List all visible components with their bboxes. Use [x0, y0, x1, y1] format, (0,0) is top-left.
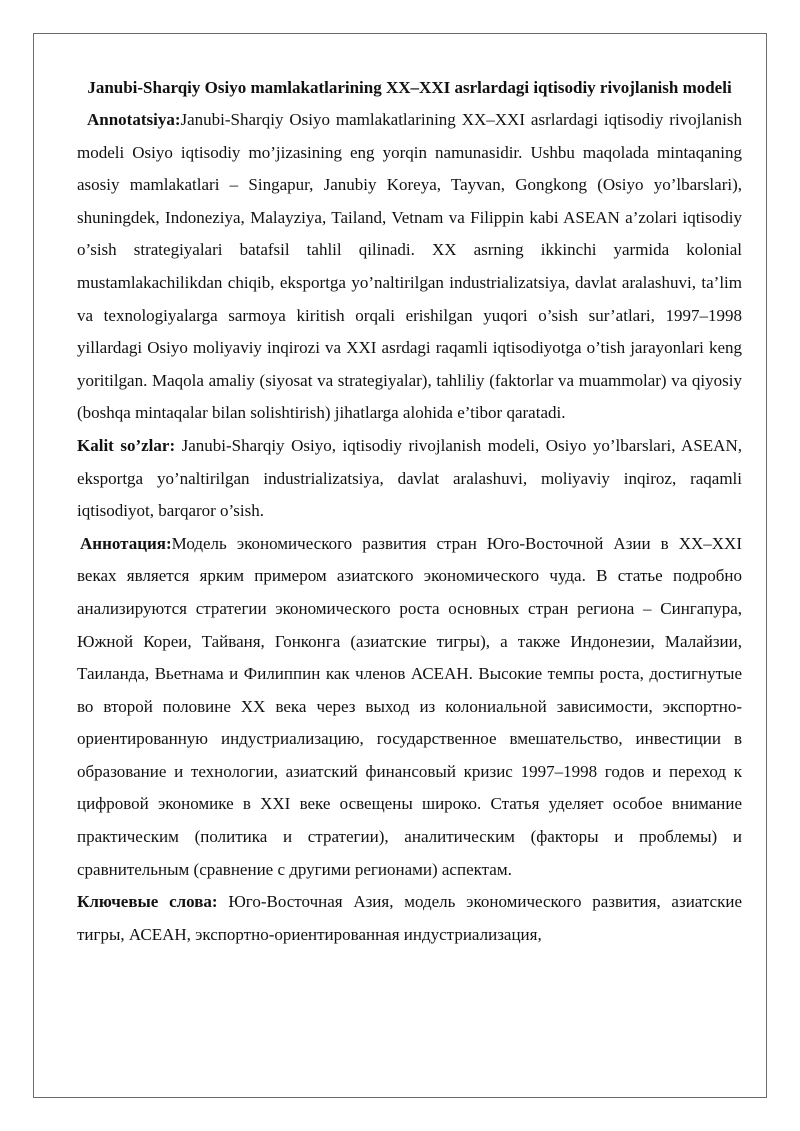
- keywords-uz: [77, 430, 742, 528]
- document-body: [77, 72, 742, 951]
- keywords-uz-label: Kalit so’zlar:: [77, 435, 176, 455]
- annotation-ru: [77, 528, 742, 887]
- document-title: Janubi-Sharqiy Osiyo mamlakatlarining XX–XXI asrlardagi iqtisodiy rivojlanish modeli: [87, 78, 732, 97]
- keywords-ru-label: Ключевые слова:: [77, 892, 218, 912]
- keywords-ru-text: Юго-Восточная Азия, модель экономического развития, азиатские тигры, АСЕАН, экспортно-ориентированная индустриализация,: [77, 892, 742, 944]
- annotation-ru-label: Аннотация:: [80, 533, 172, 553]
- annotation-uz-label: Annotatsiya:: [87, 110, 181, 129]
- annotation-uz: [77, 104, 742, 430]
- annotation-uz-text: Janubi-Sharqiy Osiyo mamlakatlarining XX–XXI asrlardagi iqtisodiy rivojlanish modeli Osiyo iqtisodiy mo’jizasining eng yorqin namunasidir. Ushbu maqolada mintaqaning asosiy mamlakatlari – Singapur, Janubiy Koreya, Tayvan, Gongkong (Osiyo yo’lbarslari), shuningdek, Indoneziya, Malayziya, Tailand, Vetnam va Filippin kabi ASEAN a’zolari iqtisodiy o’sish strategiyalari batafsil tahlil qilinadi. XX asrning ikkinchi yarmida kolonial mustamlakachilikdan chiqib, eksportga yo’naltirilgan industrializatsiya, davlat aralashuvi, ta’lim va texnologiyalarga sarmoya kiritish orqali erishilgan yuqori o’sish sur’atlari, 1997–1998 yillardagi Osiyo moliyaviy inqirozi va XXI asrdagi raqamli iqtisodiyotga o’tish jarayonlari keng yoritilgan. Maqola amaliy (siyosat va strategiyalar), tahliliy (faktorlar va muammolar) va qiyosiy (boshqa mintaqalar bilan solishtirish) jihatlarga alohida e’tibor qaratadi.: [77, 110, 742, 423]
- keywords-uz-text: Janubi-Sharqiy Osiyo, iqtisodiy rivojlanish modeli, Osiyo yo’lbarslari, ASEAN, eksportga yo’naltirilgan industrializatsiya, davlat aralashuvi, moliyaviy inqiroz, raqamli iqtisodiyot, barqaror o’sish.: [77, 435, 742, 521]
- annotation-ru-text: Модель экономического развития стран Юго-Восточной Азии в XX–XXI веках является ярким примером азиатского экономического чуда. В статье подробно анализируются стратегии экономического роста основных стран региона – Сингапура, Южной Кореи, Тайваня, Гонконга (азиатские тигры), а также Индонезии, Малайзии, Таиланда, Вьетнама и Филиппин как членов АСЕАН. Высокие темпы роста, достигнутые во второй половине XX века через выход из колониальной зависимости, экспортно-ориентированную индустриализацию, государственное вмешательство, инвестиции в образование и технологии, азиатский финансовый кризис 1997–1998 годов и переход к цифровой экономике в XXI веке освещены широко. Статья уделяет особое внимание практическим (политика и стратегии), аналитическим (факторы и проблемы) и сравнительным (сравнение с другими регионами) аспектам.: [77, 533, 742, 879]
- keywords-ru: [77, 886, 742, 951]
